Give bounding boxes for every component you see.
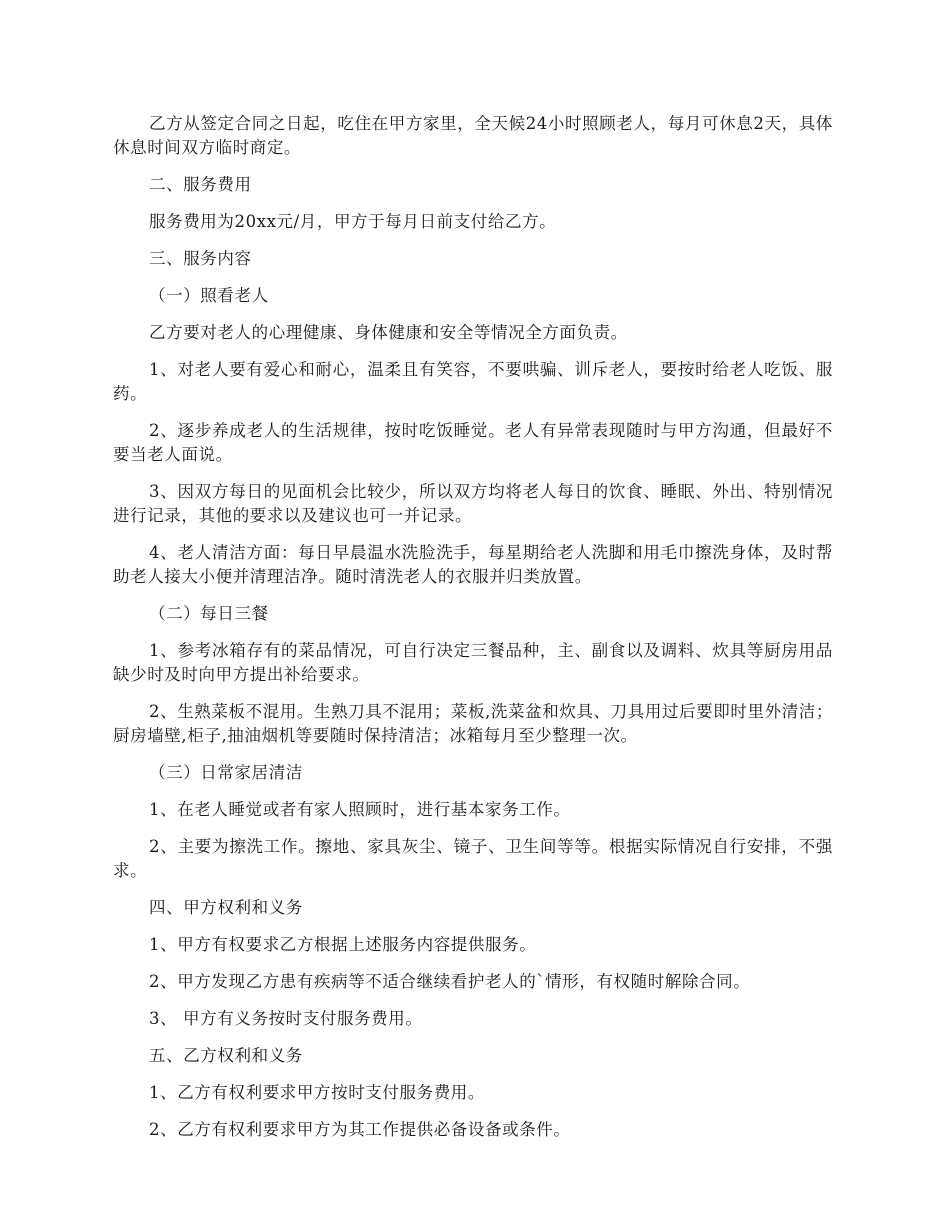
paragraph-cleaning-1: 1、在老人睡觉或者有家人照顾时，进行基本家务工作。 xyxy=(149,800,571,819)
document-body xyxy=(113,112,833,1155)
heading-party-b-rights: 五、乙方权利和义务 xyxy=(149,1046,303,1065)
paragraph-fee-amount: 服务费用为20xx元/月，甲方于每月日前支付给乙方。 xyxy=(149,212,557,231)
paragraph-party-b-1: 1、乙方有权利要求甲方按时支付服务费用。 xyxy=(149,1083,485,1102)
paragraph-elder-care-4: 4、老人清洁方面：每日早晨温水洗脸洗手，每星期给老人洗脚和用毛巾擦洗身体，及时帮助老人接大小便并清理洁净。随时清洗老人的衣服并归类放置。 xyxy=(113,543,833,586)
subheading-elder-care: （一）照看老人 xyxy=(149,286,269,305)
paragraph-rest-schedule: 乙方从签定合同之日起，吃住在甲方家里，全天候24小时照顾老人，每月可休息2天，具体休息时间双方临时商定。 xyxy=(113,114,833,157)
paragraph-elder-care-1: 1、对老人要有爱心和耐心，温柔且有笑容，不要哄骗、训斥老人，要按时给老人吃饭、服药。 xyxy=(113,360,833,403)
paragraph-elder-care-3: 3、因双方每日的见面机会比较少，所以双方均将老人每日的饮食、睡眠、外出、特别情况进行记录，其他的要求以及建议也可一并记录。 xyxy=(113,482,833,525)
paragraph-cleaning-2: 2、主要为擦洗工作。擦地、家具灰尘、镜子、卫生间等等。根据实际情况自行安排，不强求。 xyxy=(113,837,833,880)
paragraph-party-b-2: 2、乙方有权利要求甲方为其工作提供必备设备或条件。 xyxy=(149,1120,571,1139)
subheading-home-cleaning: （三）日常家居清洁 xyxy=(149,763,303,782)
paragraph-meals-1: 1、参考冰箱存有的菜品情况，可自行决定三餐品种，主、副食以及调料、炊具等厨房用品缺少时及时向甲方提出补给要求。 xyxy=(113,641,833,684)
heading-service-fee: 二、服务费用 xyxy=(149,175,252,194)
paragraph-party-a-3: 3、 甲方有义务按时支付服务费用。 xyxy=(149,1009,423,1028)
paragraph-elder-care-intro: 乙方要对老人的心理健康、身体健康和安全等情况全方面负责。 xyxy=(149,323,628,342)
paragraph-party-a-1: 1、甲方有权要求乙方根据上述服务内容提供服务。 xyxy=(149,935,537,954)
paragraph-party-a-2: 2、甲方发现乙方患有疾病等不适合继续看护老人的`情形，有权随时解除合同。 xyxy=(149,972,751,991)
paragraph-elder-care-2: 2、逐步养成老人的生活规律，按时吃饭睡觉。老人有异常表现随时与甲方沟通，但最好不要当老人面说。 xyxy=(113,421,833,464)
paragraph-meals-2: 2、生熟菜板不混用。生熟刀具不混用；菜板,洗菜盆和炊具、刀具用过后要即时里外清洁；厨房墙壁,柜子,抽油烟机等要随时保持清洁；冰箱每月至少整理一次。 xyxy=(113,702,833,745)
heading-party-a-rights: 四、甲方权利和义务 xyxy=(149,898,303,917)
subheading-three-meals: （二）每日三餐 xyxy=(149,604,269,623)
heading-service-content: 三、服务内容 xyxy=(149,249,252,268)
